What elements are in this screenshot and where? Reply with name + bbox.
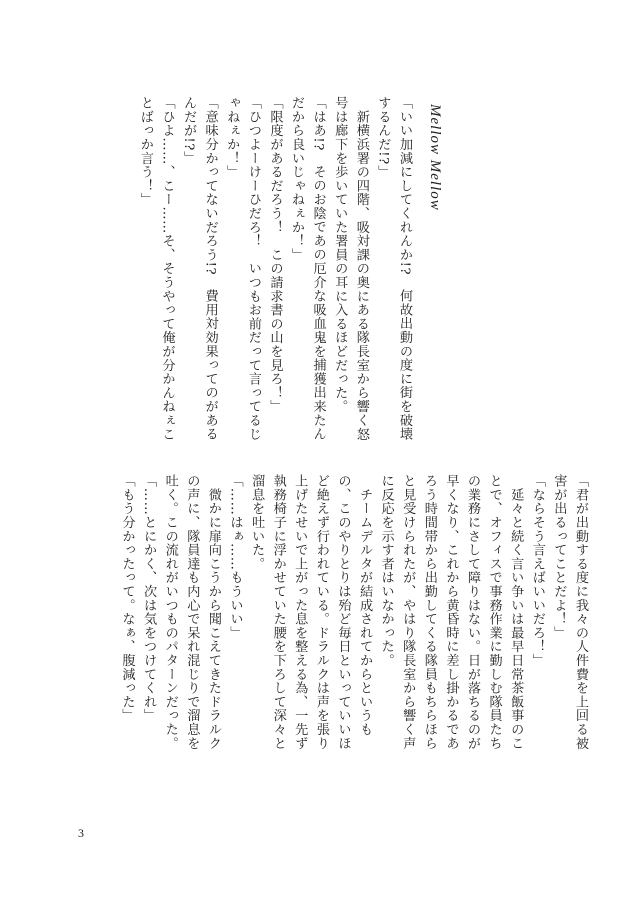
paragraph: 新横浜署の四階、吸対課の奥にある隊長室から響く怒号は廊下を歩いていた署員の耳に入るほどだった。 [332, 96, 369, 441]
paragraph: 「限度があるだろう！ この請求書の山を見ろ！」 [267, 96, 283, 414]
paragraph: 延々と続く言い争いは最早日常茶飯事のことで、オフィスで事務作業に勤しむ隊員たちの業務にさして障りはない。日が落ちるのが早くなり、これから黄昏時に差し掛かるであろう時間帯から出勤してくる隊員もちらほらと見受けられたが、やはり隊長室から響く声に反応を示す者はいなかった。 [378, 474, 524, 750]
paragraph: 「ひよ……、こー……そ、そうやって俺が分かんねぇことばっか言う！」 [137, 96, 175, 441]
paragraph: 「いい加減にしてくれんか!? 何故出動の度に街を破壊するんだ!?」 [375, 96, 412, 441]
paragraph: チームデルタが結成されてからというもの、このやりとりは殆ど毎日といっていいほど絶えず行われている。ドラルクは声を張り上げたせいで上がった息を整える為、一先ず執務椅子に浮かせていた腰を下ろして深々と溜息を吐いた。 [249, 474, 373, 750]
paragraph: 「ひつよーけーひだろ！ いつもお前だって言ってるじゃねぇか！」 [224, 96, 261, 441]
paragraph: 「はあ!? そのお陰であの厄介な吸血鬼を捕獲出来たんだから良いじゃねぇか！」 [289, 96, 326, 441]
paragraph: 「意味分かってないだろう!? 費用対効果ってのがあるんだが!?」 [181, 96, 218, 441]
paragraph: 「ならそう言えばいいだろ！」 [529, 474, 545, 668]
paragraph: 「……とにかく、次は気をつけてくれ」 [141, 474, 157, 723]
paragraph: 微かに扉向こうから聞こえてきたドラルクの声に、隊員達も内心で呆れ混じりで溜息を吐く。この流れがいつものパターンだった。 [162, 474, 221, 750]
upper-text-block [134, 96, 415, 446]
paragraph: 「……はぁ……もういい」 [227, 474, 243, 640]
paragraph: 「もう分かったって。なぁ、腹減った」 [119, 474, 135, 723]
page-number: 3 [78, 826, 84, 840]
paragraph: 「君が出動する度に我々の人件費を上回る被害が出るってことだよ！」 [551, 474, 588, 750]
chapter-title: Mellow Mellow [427, 104, 443, 211]
lower-text-block [116, 474, 591, 756]
